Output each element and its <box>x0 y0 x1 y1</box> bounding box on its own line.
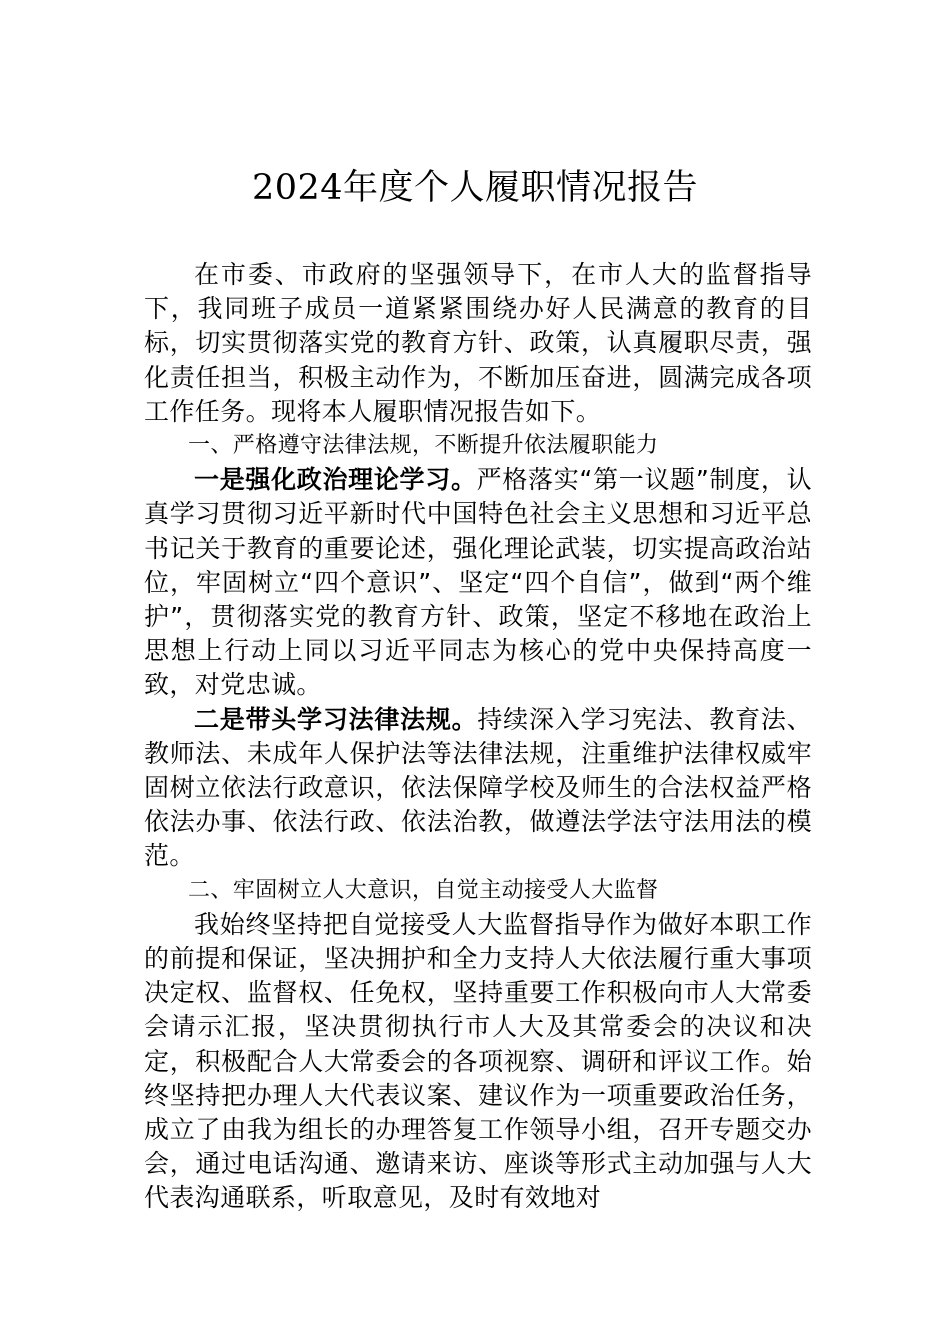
section-2-paragraph: 我始终坚持把自觉接受人大监督指导作为做好本职工作的前提和保证，坚决拥护和全力支持人大依法履行重大事项决定权、监督权、任免权，坚持重要工作积极向市人大常委会请示汇报，坚决贯彻执行市人大及其常委会的决议和决定，积极配合人大常委会的各项视察、调研和评议工作。始终坚持把办理人大代表议案、建议作为一项重要政治任务，成立了由我为组长的办理答复工作领导小组，召开专题交办会，通过电话沟通、邀请来访、座谈等形式主动加强与人大代表沟通联系，听取意见，及时有效地对 <box>144 909 812 1213</box>
section-1-item-2-lead: 二是带头学习法律法规。 <box>194 704 478 734</box>
document-body <box>144 258 812 1216</box>
intro-paragraph: 在市委、市政府的坚强领导下，在市人大的监督指导下，我同班子成员一道紧紧围绕办好人民满意的教育的目标，切实贯彻落实党的教育方针、政策，认真履职尽责，强化责任担当，积极主动作为，不断加压奋进，圆满完成各项工作任务。现将本人履职情况报告如下。 <box>144 260 812 426</box>
section-1-item-2 <box>144 703 812 874</box>
section-1-item-1-text: 严格落实“第一议题”制度，认真学习贯彻习近平新时代中国特色社会主义思想和习近平总书记关于教育的重要论述，强化理论武装，切实提高政治站位，牢固树立“四个意识”、坚定“四个自信”，做到“两个维护”，贯彻落实党的教育方针、政策，坚定不移地在政治上思想上行动上同以习近平同志为核心的党中央保持高度一致，对党忠诚。 <box>144 465 812 700</box>
document-title: 2024年度个人履职情况报告 <box>251 168 699 208</box>
section-1-item-1-lead: 一是强化政治理论学习。 <box>194 465 477 495</box>
section-1-item-2-text: 持续深入学习宪法、教育法、教师法、未成年人保护法等法律法规，注重维护法律权威牢固树立依法行政意识，依法保障学校及师生的合法权益严格依法办事、依法行政、依法治教，做遵法学法守法用法的模范。 <box>144 704 813 871</box>
section-1-heading: 一、严格遵守法律法规，不断提升依法履职能力 <box>188 433 659 459</box>
section-1-item-1 <box>144 463 812 702</box>
section-2-heading: 二、牢固树立人大意识，自觉主动接受人大监督 <box>188 877 659 903</box>
